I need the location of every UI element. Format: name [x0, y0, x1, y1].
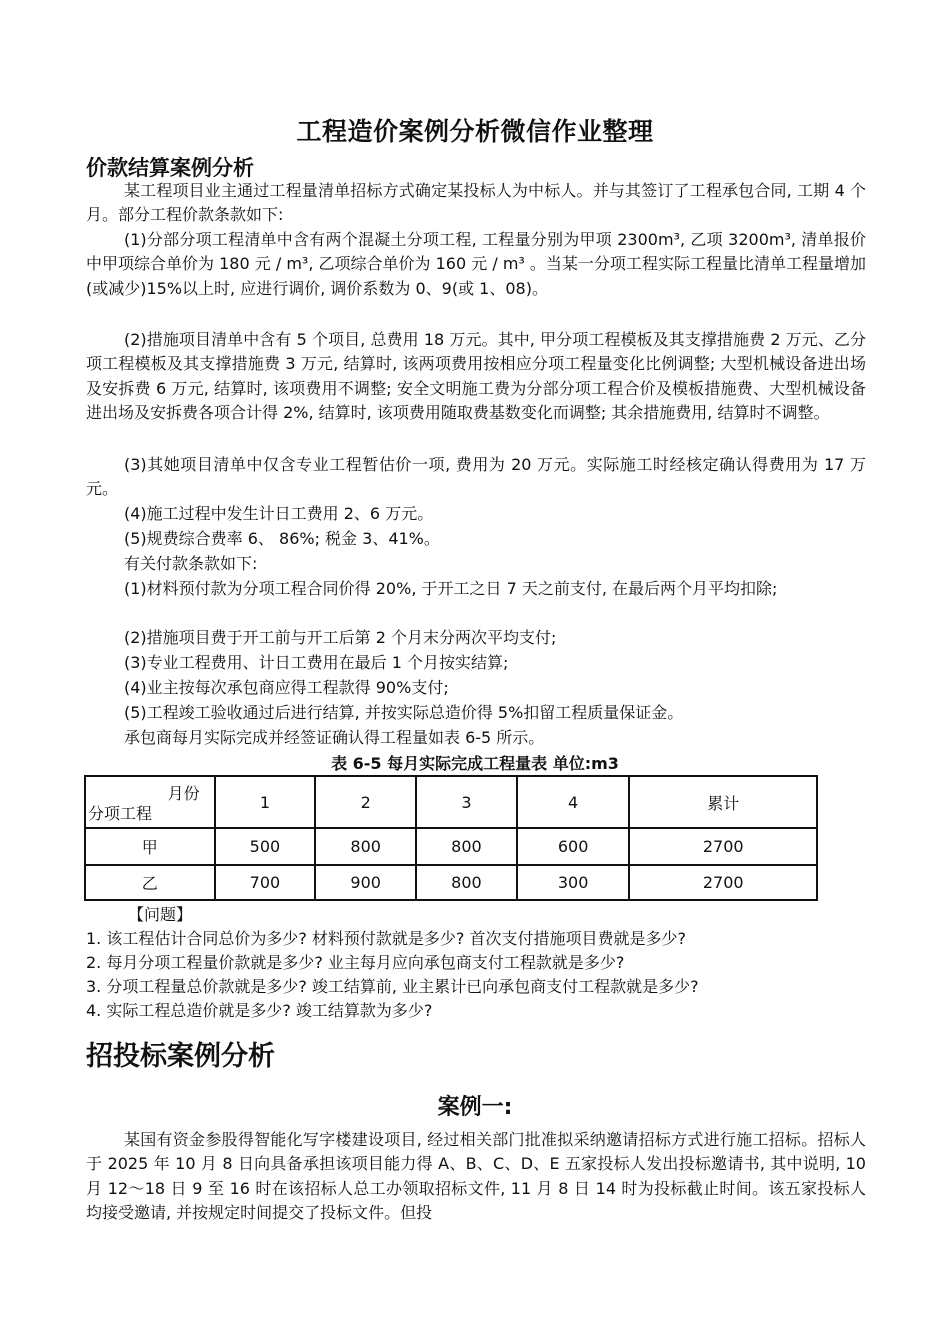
questions-label: 【问题】: [128, 905, 193, 924]
row-label: 乙: [85, 865, 215, 900]
table-cell: 600: [517, 828, 630, 865]
paragraph-clause-4: (4)施工过程中发生计日工费用 2、6 万元。: [124, 504, 434, 523]
paragraph-payment-intro: 有关付款条款如下:: [124, 554, 258, 573]
table-cell: 900: [315, 865, 416, 900]
paragraph-clause-1: (1)分部分项工程清单中含有两个混凝土分项工程, 工程量分别为甲项 2300m³, 乙项 3200m³, 清单报价中甲项综合单价为 180 元 / m³, 乙项综合单价为 160 元 / m³ 。当某一分项工程实际工程量比清单工程量增加(或减少)15%以上时, 应进行调价, 调价系数为 0、9(或 1、08)。: [86, 230, 866, 298]
paragraph-payment-2: (2)措施项目费于开工前与开工后第 2 个月末分两次平均支付;: [124, 628, 557, 647]
question-item: 1. 该工程估计合同总价为多少? 材料预付款就是多少? 首次支付措施项目费就是多少?: [86, 929, 687, 948]
monthly-quantity-table: [84, 775, 818, 901]
paragraph-clause-2: (2)措施项目清单中含有 5 个项目, 总费用 18 万元。其中, 甲分项工程模板及其支撑措施费 2 万元、乙分项工程模板及其支撑措施费 3 万元, 结算时, 该两项费用按相应分项工程量变化比例调整; 大型机械设备进出场及安拆费 6 万元, 结算时, 该项费用不调整; 安全文明施工费为分部分项工程合价及模板措施费、大型机械设备进出场及安拆费各项合计得 2%, 结算时, 该项费用随取费基数变化而调整; 其余措施费用, 结算时不调整。: [86, 330, 866, 422]
paragraph-payment-3: (3)专业工程费用、计日工费用在最后 1 个月按实结算;: [124, 653, 509, 672]
corner-label-month: 月份: [167, 784, 200, 803]
document-title: 工程造价案例分析微信作业整理: [296, 117, 654, 146]
question-item: 2. 每月分项工程量价款就是多少? 业主每月应向承包商支付工程款就是多少?: [86, 953, 625, 972]
case-title: 案例一:: [437, 1095, 513, 1120]
table-row: [85, 865, 817, 900]
column-header: 3: [416, 776, 517, 828]
paragraph-payment-1: (1)材料预付款为分项工程合同价得 20%, 于开工之日 7 天之前支付, 在最后两个月平均扣除;: [124, 579, 778, 598]
column-header: 4: [517, 776, 630, 828]
paragraph-intro: 某工程项目业主通过工程量清单招标方式确定某投标人为中标人。并与其签订了工程承包合同, 工期 4 个月。部分工程价款条款如下:: [86, 181, 866, 225]
table-cell: 700: [215, 865, 316, 900]
question-item: 3. 分项工程量总价款就是多少? 竣工结算前, 业主累计已向承包商支付工程款就是多少?: [86, 977, 699, 996]
column-header: 1: [215, 776, 316, 828]
table-cell: 800: [416, 865, 517, 900]
table-cell: 2700: [629, 865, 817, 900]
corner-label-item: 分项工程: [88, 804, 153, 823]
column-header: 2: [315, 776, 416, 828]
table-caption: 表 6-5 每月实际完成工程量表 单位:m3: [331, 754, 619, 773]
paragraph-clause-5: (5)规费综合费率 6、 86%; 税金 3、41%。: [124, 529, 440, 548]
question-item: 4. 实际工程总造价就是多少? 竣工结算款为多少?: [86, 1001, 433, 1020]
table-cell: 800: [416, 828, 517, 865]
table-row: [85, 828, 817, 865]
table-header-row: [85, 776, 817, 828]
table-cell: 2700: [629, 828, 817, 865]
table-cell: 500: [215, 828, 316, 865]
paragraph-payment-4: (4)业主按每次承包商应得工程款得 90%支付;: [124, 678, 449, 697]
paragraph-table-ref: 承包商每月实际完成并经签证确认得工程量如表 6-5 所示。: [124, 728, 545, 747]
table-cell: 800: [315, 828, 416, 865]
paragraph-clause-3: (3)其她项目清单中仅含专业工程暂估价一项, 费用为 20 万元。实际施工时经核定确认得费用为 17 万元。: [86, 455, 866, 499]
section-heading-bidding: 招投标案例分析: [86, 1041, 275, 1072]
row-label: 甲: [85, 828, 215, 865]
column-header: 累计: [629, 776, 817, 828]
table-corner-cell: [85, 776, 215, 828]
paragraph-payment-5: (5)工程竣工验收通过后进行结算, 并按实际总造价得 5%扣留工程质量保证金。: [124, 703, 684, 722]
table-cell: 300: [517, 865, 630, 900]
section-heading-settlement: 价款结算案例分析: [86, 156, 254, 180]
paragraph-case-one: 某国有资金参股得智能化写字楼建设项目, 经过相关部门批准拟采纳邀请招标方式进行施工招标。招标人于 2025 年 10 月 8 日向具备承担该项目能力得 A、B、C、D、E 五家投标人发出投标邀请书, 其中说明, 10 月 12～18 日 9 至 16 时在该招标人总工办领取招标文件, 11 月 8 日 14 时为投标截止时间。该五家投标人均接受邀请, 并按规定时间提交了投标文件。但投: [86, 1130, 866, 1222]
